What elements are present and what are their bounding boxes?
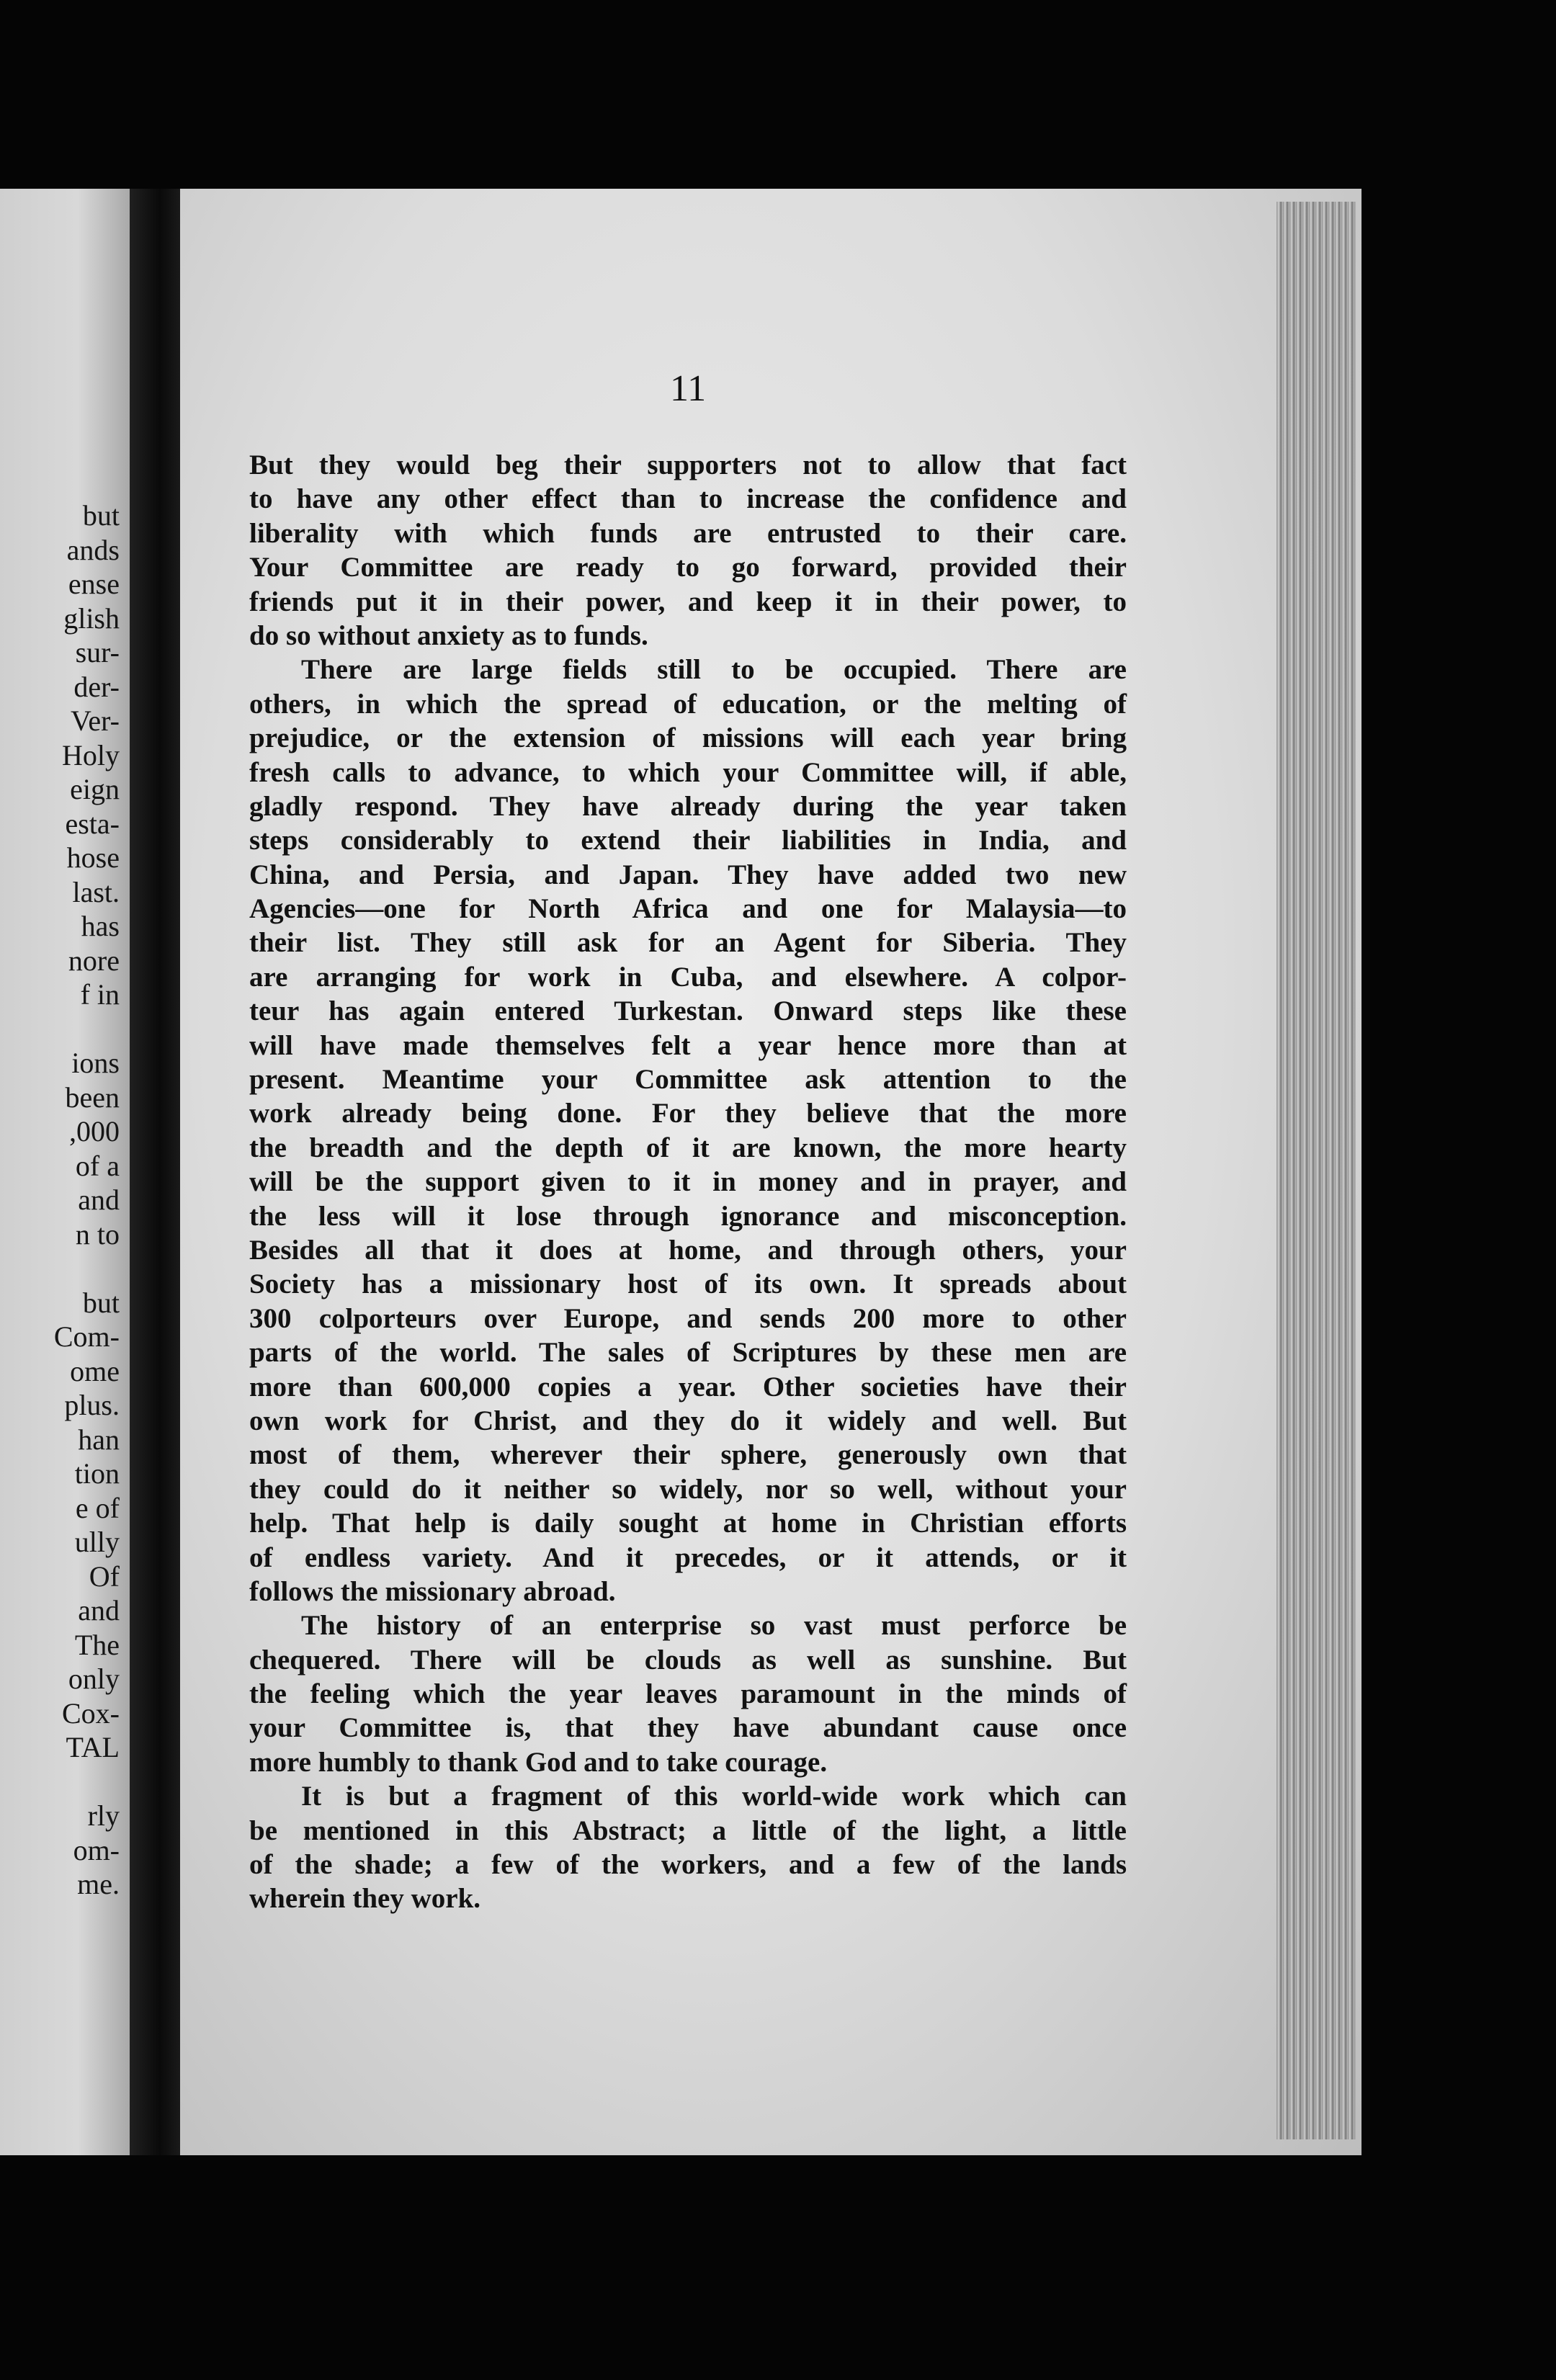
previous-page-fragment [0,189,130,2155]
paragraph [249,448,1127,653]
text-line: prejudice, or the extension of missions will each year bring [249,722,1127,754]
text-line: liberality with which funds are entrusted to their care. [249,517,1127,549]
previous-page-line-endings [54,498,120,1902]
text-line: There are large fields still to be occupied. There are [301,654,1127,686]
text-line: are arranging for work in Cuba, and elsewhere. A colpor- [249,961,1127,993]
text-line: will have made themselves felt a year hence more than at [249,1029,1127,1061]
left-line: but [82,499,120,532]
left-line: f in [80,978,120,1011]
left-line: plus. [64,1389,120,1421]
text-line: the feeling which the year leaves paramount in the minds of [249,1678,1127,1710]
text-line: steps considerably to extend their liabilities in India, and [249,825,1127,856]
text-line: Agencies—one for North Africa and one for Malaysia—to [249,893,1127,925]
left-line: glish [63,601,120,635]
text-line: will be the support given to it in money and in prayer, and [249,1166,1127,1198]
left-line [54,1251,120,1286]
text-line: gladly respond. They have already during the year taken [249,790,1127,822]
left-line: nore [68,944,120,977]
left-line: ,000 [69,1115,120,1148]
left-line: ions [71,1047,120,1079]
paragraph [249,1609,1127,1779]
left-line: TAL [66,1731,120,1763]
left-line: me. [77,1868,120,1900]
text-line: of endless variety. And it precedes, or it attends, or it [249,1542,1127,1573]
text-line: more than 600,000 copies a year. Other societies have their [249,1371,1127,1402]
left-line [54,1012,120,1047]
text-line: help. That help is daily sought at home in Christian efforts [249,1508,1127,1539]
text-line: own work for Christ, and they do it widely and well. But [249,1405,1127,1436]
left-line: Cox- [62,1696,120,1730]
left-line: eign [70,773,120,805]
left-line: Of [89,1560,120,1593]
left-line: ands [66,533,120,566]
text-line: work already being done. For they believe that the more [249,1098,1127,1129]
left-line: rly [87,1799,120,1832]
left-line: esta- [65,807,120,840]
left-line: ully [74,1526,120,1558]
text-line: friends put it in their power, and keep it in their power, to [249,586,1127,617]
text-line: fresh calls to advance, to which your Committee will, if able, [249,756,1127,788]
text-line: teur has again entered Turkestan. Onward steps like these [249,996,1127,1027]
left-line: Com- [53,1320,120,1353]
text-line: 300 colporteurs over Europe, and sends 200 more to other [249,1302,1127,1334]
left-line: sur- [75,636,120,668]
left-line: tion [74,1457,120,1490]
left-line: but [82,1286,120,1319]
left-line: e of [75,1491,120,1524]
text-line: others, in which the spread of education, or the melting of [249,688,1127,720]
page-edge-stack [1276,202,1356,2139]
left-line: The [74,1628,120,1661]
text-line: chequered. There will be clouds as well as sunshine. But [249,1644,1127,1676]
text-line: It is but a fragment of this world-wide work which can [301,1781,1127,1812]
text-line: parts of the world. The sales of Scriptures by these men are [249,1337,1127,1369]
left-line: been [65,1081,120,1114]
paragraph [249,1779,1127,1916]
text-line: But they would beg their supporters not to allow that fact [249,449,1127,480]
text-line: do so without anxiety as to funds. [249,619,648,651]
text-line: more humbly to thank God and to take courage. [249,1746,828,1778]
page-body-text [249,448,1127,1916]
text-line: be mentioned in this Abstract; a little of the light, a little [249,1815,1127,1846]
page-number: 11 [670,368,707,409]
text-line: of the shade; a few of the workers, and a few of the lands [249,1849,1127,1881]
text-line: wherein they work. [249,1883,481,1915]
left-line: der- [73,670,120,703]
left-line: han [78,1423,120,1456]
left-line: om- [73,1833,120,1866]
text-line: the less will it lose through ignorance and misconception. [249,1200,1127,1232]
left-line: ome [70,1354,120,1387]
book-gutter [130,189,180,2155]
text-line: Your Committee are ready to go forward, provided their [249,552,1127,583]
left-line: of a [75,1149,120,1182]
left-line: Ver- [70,704,120,737]
left-line: only [68,1663,120,1695]
left-line: last. [72,875,120,908]
left-line: has [81,910,120,942]
paragraph [249,653,1127,1609]
text-line: China, and Persia, and Japan. They have added two new [249,859,1127,890]
text-line: The history of an enterprise so vast must perforce be [301,1610,1127,1642]
text-line: most of them, wherever their sphere, generously own that [249,1439,1127,1471]
text-line: present. Meantime your Committee ask attention to the [249,1064,1127,1096]
left-line: n to [75,1217,120,1251]
text-line: your Committee is, that they have abundant cause once [249,1712,1127,1744]
text-line: the breadth and the depth of it are known, the more hearty [249,1132,1127,1163]
text-line: follows the missionary abroad. [249,1575,616,1607]
left-line: and [78,1594,120,1627]
text-line: they could do it neither so widely, nor so well, without your [249,1473,1127,1505]
text-line: Besides all that it does at home, and through others, your [249,1234,1127,1266]
left-line: ense [68,568,120,600]
text-line: Society has a missionary host of its own. It spreads about [249,1269,1127,1300]
left-line: hose [66,841,120,874]
text-line: their list. They still ask for an Agent for Siberia. They [249,927,1127,959]
text-line: to have any other effect than to increase the confidence and [249,483,1127,515]
left-line: Holy [62,738,120,771]
left-line: and [78,1184,120,1216]
left-line [54,1765,120,1799]
